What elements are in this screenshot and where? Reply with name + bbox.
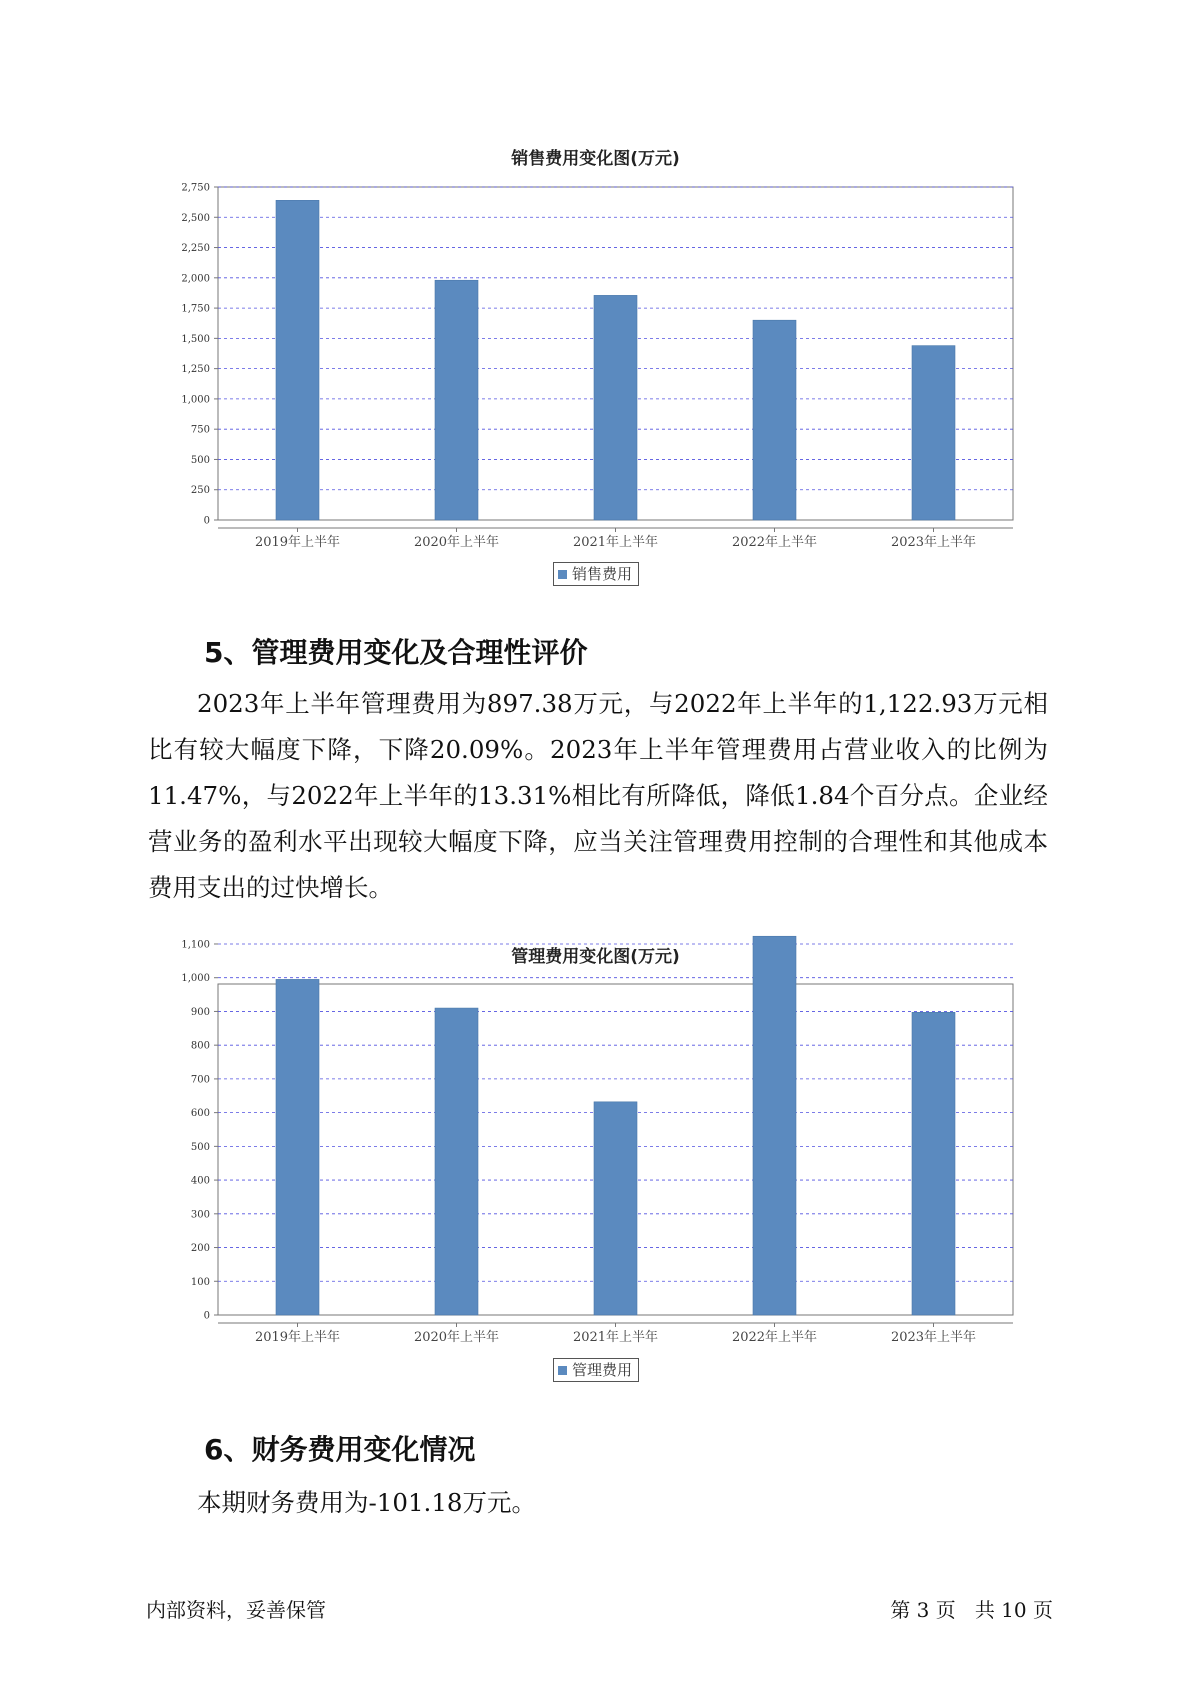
chart1-y-tick-label: 2,000 xyxy=(181,273,210,285)
chart2-x-tick-label: 2022年上半年 xyxy=(731,1330,818,1345)
chart1-y-tick-label: 1,500 xyxy=(181,333,210,345)
chart2-y-tick-label: 600 xyxy=(190,1108,210,1120)
chart2-y-tick-label: 200 xyxy=(190,1243,210,1255)
chart1-x-tick-label: 2023年上半年 xyxy=(890,535,977,550)
chart2-y-tick-label: 500 xyxy=(190,1141,210,1153)
chart2-bar xyxy=(594,1102,637,1315)
chart1-x-tick-label: 2021年上半年 xyxy=(572,535,659,550)
chart1-y-tick-label: 2,750 xyxy=(181,182,210,194)
chart1-bar xyxy=(594,295,637,520)
chart2-y-tick-label: 800 xyxy=(190,1040,210,1052)
chart1-y-tick-label: 250 xyxy=(190,485,210,497)
chart2-y-tick-label: 100 xyxy=(190,1276,210,1288)
chart1-x-tick-label: 2022年上半年 xyxy=(731,535,818,550)
chart2-legend-swatch xyxy=(558,1366,567,1375)
chart2-bar xyxy=(753,936,796,1315)
footer-confidential-note: 内部资料，妥善保管 xyxy=(146,1598,326,1622)
chart1-x-tick-label: 2019年上半年 xyxy=(254,535,341,550)
chart1-bar xyxy=(435,280,478,520)
chart1-x-tick-label: 2020年上半年 xyxy=(413,535,500,550)
chart2-y-tick-label: 400 xyxy=(190,1175,210,1187)
chart1-bar xyxy=(753,320,796,520)
chart2-x-tick-label: 2021年上半年 xyxy=(572,1330,659,1345)
chart1-bar xyxy=(276,200,319,520)
section5-heading: 5、管理费用变化及合理性评价 xyxy=(204,636,588,669)
chart1-y-tick-label: 2,500 xyxy=(181,212,210,224)
chart2-y-tick-label: 900 xyxy=(190,1006,210,1018)
chart1-y-tick-label: 1,750 xyxy=(181,303,210,315)
chart1-legend-label: 销售费用 xyxy=(572,565,633,583)
chart2-bar xyxy=(276,979,319,1315)
chart1-legend-swatch xyxy=(558,570,567,579)
section6-paragraph: 本期财务费用为-101.18万元。 xyxy=(197,1488,537,1517)
chart2-y-tick-label: 1,000 xyxy=(181,973,210,985)
chart2-x-tick-label: 2019年上半年 xyxy=(254,1330,341,1345)
chart2-y-tick-label: 0 xyxy=(203,1310,210,1322)
chart1-legend xyxy=(553,562,639,586)
chart1-y-tick-label: 2,250 xyxy=(181,243,210,255)
footer-page-number: 第 3 页 共 10 页 xyxy=(890,1598,1053,1622)
chart1-y-tick-label: 0 xyxy=(203,515,210,527)
chart1-bar xyxy=(912,346,955,520)
chart2-bar xyxy=(912,1012,955,1315)
chart2-legend xyxy=(553,1358,639,1382)
section6-heading: 6、财务费用变化情况 xyxy=(204,1433,476,1466)
chart2-y-tick-label: 300 xyxy=(190,1209,210,1221)
chart2-y-tick-label: 1,100 xyxy=(181,939,210,951)
chart1-title: 销售费用变化图(万元) xyxy=(511,149,680,169)
chart2-x-tick-label: 2020年上半年 xyxy=(413,1330,500,1345)
chart2-x-tick-label: 2023年上半年 xyxy=(890,1330,977,1345)
chart1-y-tick-label: 1,250 xyxy=(181,364,210,376)
chart2-bar xyxy=(435,1008,478,1315)
section6-paragraph-block xyxy=(148,1480,1048,1526)
chart1-y-tick-label: 500 xyxy=(190,454,210,466)
chart2-y-tick-label: 700 xyxy=(190,1074,210,1086)
chart1-y-tick-label: 1,000 xyxy=(181,394,210,406)
chart2-title: 管理费用变化图(万元) xyxy=(511,947,680,967)
chart1-svg xyxy=(0,170,1191,710)
chart1-y-tick-label: 750 xyxy=(190,424,210,436)
section5-paragraph-block xyxy=(148,681,1048,911)
section5-paragraph: 2023年上半年管理费用为897.38万元，与2022年上半年的1,122.93万元相比有较大幅度下降，下降20.09%。2023年上半年管理费用占营业收入的比例为11.47%，与2022年上半年的13.31%相比有所降低，降低1.84个百分点。企业经营业务的盈利水平出现较大幅度下降，应当关注管理费用控制的合理性和其他成本费用支出的过快增长。 xyxy=(148,689,1048,902)
chart2-legend-label: 管理费用 xyxy=(572,1361,633,1379)
